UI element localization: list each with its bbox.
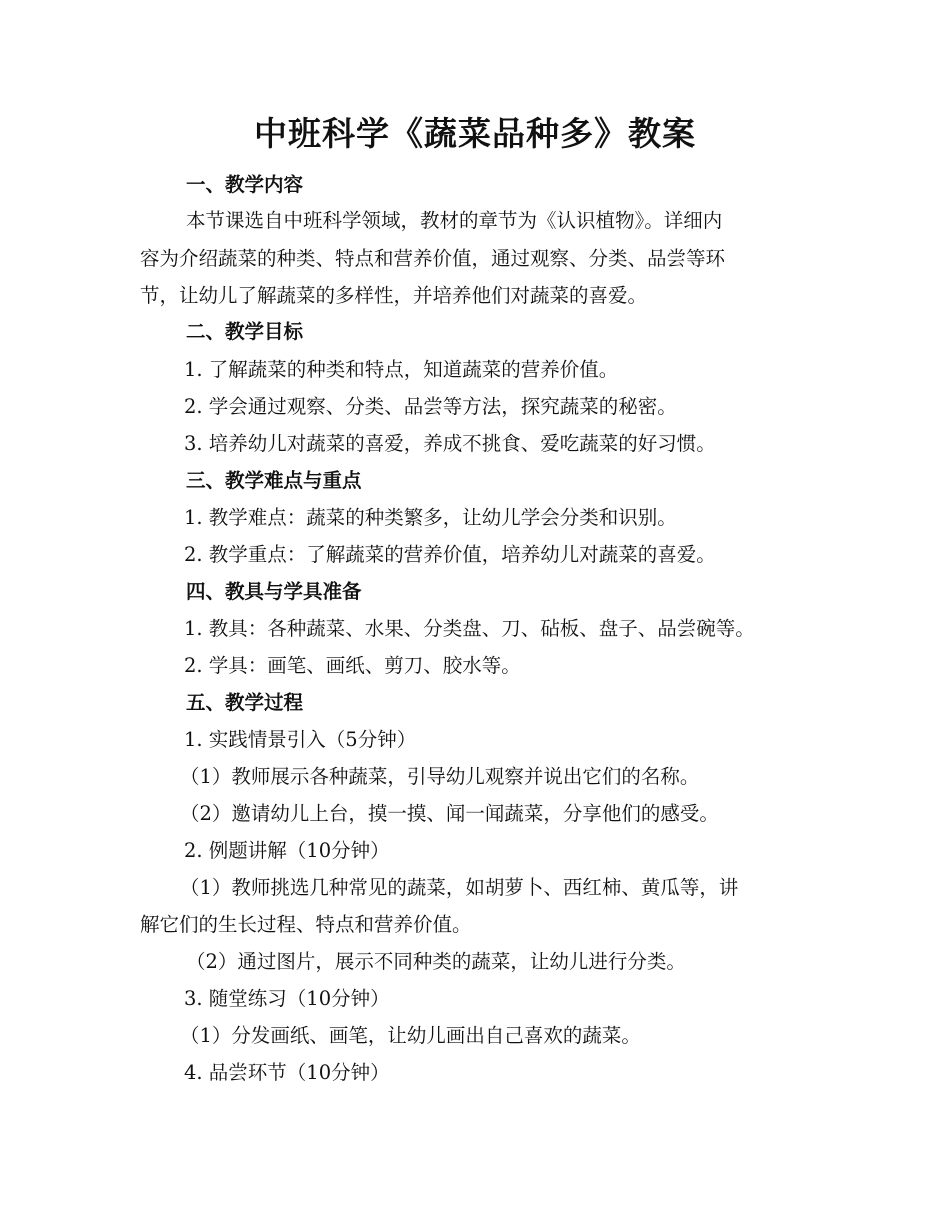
- section-heading-key-points: 三、教学难点与重点: [186, 469, 362, 492]
- section-heading-goals: 二、教学目标: [186, 320, 304, 343]
- list-item: 1. 教具：各种蔬菜、水果、分类盘、刀、砧板、盘子、品尝碗等。: [184, 617, 755, 640]
- list-item: 2. 学具：画笔、画纸、剪刀、胶水等。: [184, 654, 521, 677]
- process-substep: （1）教师展示各种蔬菜，引导幼儿观察并说出它们的名称。: [180, 765, 700, 788]
- content-paragraph-line: 容为介绍蔬菜的种类、特点和营养价值，通过观察、分类、品尝等环: [140, 247, 726, 270]
- process-substep: （1）教师挑选几种常见的蔬菜，如胡萝卜、西红柿、黄瓜等，讲: [180, 876, 739, 899]
- content-paragraph-line: 本节课选自中班科学领域，教材的章节为《认识植物》。详细内: [186, 209, 723, 232]
- list-item: 2. 教学重点：了解蔬菜的营养价值，培养幼儿对蔬菜的喜爱。: [184, 543, 716, 566]
- process-substep: （2）通过图片，展示不同种类的蔬菜，让幼儿进行分类。: [186, 950, 686, 973]
- section-heading-content: 一、教学内容: [186, 173, 304, 196]
- process-step: 4. 品尝环节（10分钟）: [184, 1061, 390, 1084]
- process-substep: （2）邀请幼儿上台，摸一摸、闻一闻蔬菜，分享他们的感受。: [180, 802, 719, 825]
- list-item: 1. 了解蔬菜的种类和特点，知道蔬菜的营养价值。: [184, 358, 619, 381]
- list-item: 1. 教学难点：蔬菜的种类繁多，让幼儿学会分类和识别。: [184, 506, 677, 529]
- section-heading-materials: 四、教具与学具准备: [186, 580, 362, 603]
- section-heading-process: 五、教学过程: [186, 691, 304, 714]
- process-step: 1. 实践情景引入（5分钟）: [184, 728, 417, 751]
- process-step: 3. 随堂练习（10分钟）: [184, 987, 390, 1010]
- process-substep: （1）分发画纸、画笔，让幼儿画出自己喜欢的蔬菜。: [180, 1024, 641, 1047]
- list-item: 2. 学会通过观察、分类、品尝等方法，探究蔬菜的秘密。: [184, 395, 677, 418]
- process-step: 2. 例题讲解（10分钟）: [184, 839, 390, 862]
- content-paragraph-line: 节，让幼儿了解蔬菜的多样性，并培养他们对蔬菜的喜爱。: [140, 284, 648, 307]
- process-substep-continuation: 解它们的生长过程、特点和营养价值。: [140, 913, 472, 936]
- document-title: 中班科学《蔬菜品种多》教案: [254, 114, 696, 153]
- list-item: 3. 培养幼儿对蔬菜的喜爱，养成不挑食、爱吃蔬菜的好习惯。: [184, 432, 716, 455]
